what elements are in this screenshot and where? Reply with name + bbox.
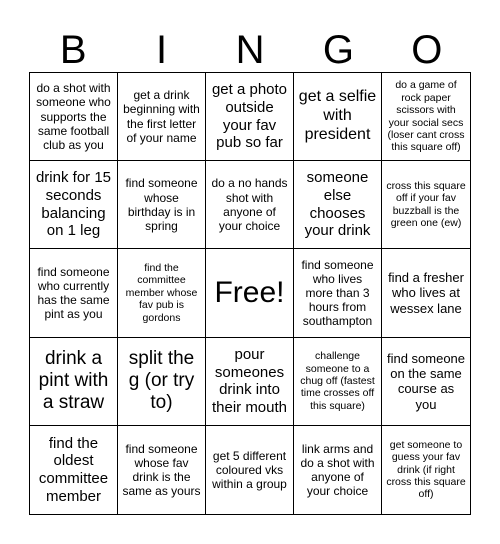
- bingo-cell[interactable]: find someone on the same course as you: [382, 338, 470, 426]
- header-letter-b: B: [59, 28, 87, 72]
- header-letter-g: G: [322, 28, 354, 72]
- bingo-cell[interactable]: someone else chooses your drink: [294, 161, 382, 249]
- bingo-cell[interactable]: find someone who currently has the same pint as you: [30, 249, 118, 337]
- bingo-cell[interactable]: cross this square off if your fav buzzball is the green one (ew): [382, 161, 470, 249]
- bingo-cell[interactable]: find the committee member whose fav pub is gordons: [118, 249, 206, 337]
- bingo-cell[interactable]: get a photo outside your fav pub so far: [206, 73, 294, 161]
- bingo-cell[interactable]: find someone who lives more than 3 hours from southampton: [294, 249, 382, 337]
- bingo-cell[interactable]: find someone whose fav drink is the same as yours: [118, 426, 206, 514]
- bingo-cell[interactable]: split the g (or try to): [118, 338, 206, 426]
- header-letter-o: O: [411, 28, 443, 72]
- bingo-cell[interactable]: pour someones drink into their mouth: [206, 338, 294, 426]
- bingo-cell[interactable]: do a no hands shot with anyone of your choice: [206, 161, 294, 249]
- header-letter-n: N: [235, 28, 265, 72]
- bingo-cell[interactable]: drink a pint with a straw: [30, 338, 118, 426]
- bingo-board: [29, 72, 471, 515]
- bingo-cell[interactable]: find the oldest committee member: [30, 426, 118, 514]
- bingo-cell[interactable]: get a selfie with president: [294, 73, 382, 161]
- bingo-header: [29, 28, 471, 72]
- bingo-cell[interactable]: drink for 15 seconds balancing on 1 leg: [30, 161, 118, 249]
- free-space[interactable]: Free!: [206, 249, 294, 337]
- bingo-cell[interactable]: get someone to guess your fav drink (if right cross this square off): [386, 438, 466, 501]
- bingo-cell[interactable]: get a drink beginning with the first letter of your name: [118, 73, 206, 161]
- bingo-cell[interactable]: get 5 different coloured vks within a group: [206, 426, 294, 514]
- bingo-cell[interactable]: challenge someone to a chug off (fastest time crosses off this square): [294, 338, 382, 426]
- bingo-cell[interactable]: do a shot with someone who supports the same football club as you: [30, 73, 118, 161]
- bingo-cell[interactable]: do a game of rock paper scissors with your social secs (loser cant cross this square off): [382, 73, 470, 161]
- bingo-cell[interactable]: link arms and do a shot with anyone of your choice: [294, 426, 382, 514]
- bingo-cell[interactable]: find someone whose birthday is in spring: [118, 161, 206, 249]
- bingo-cell[interactable]: find a fresher who lives at wessex lane: [382, 249, 470, 337]
- header-letter-i: I: [156, 28, 168, 72]
